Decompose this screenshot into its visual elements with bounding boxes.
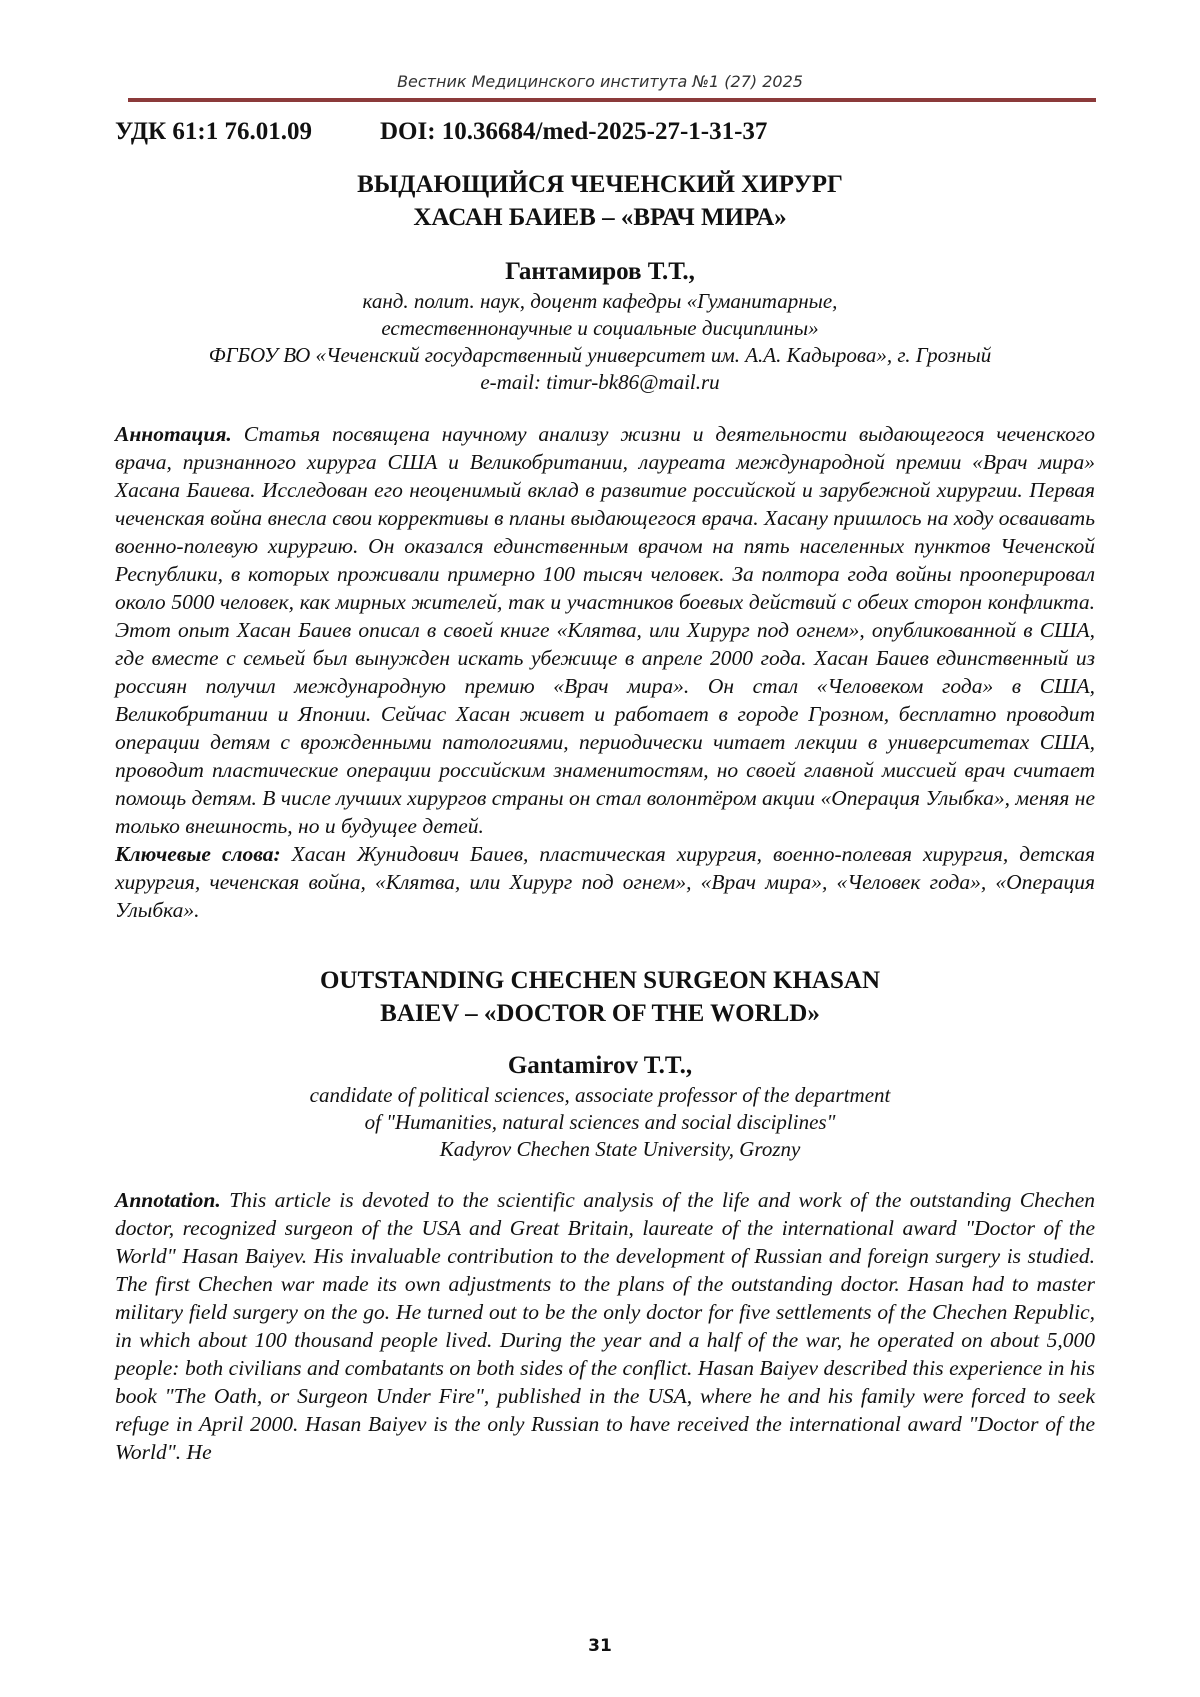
ru-affiliation — [0, 288, 1200, 396]
ru-abstract-label: Аннотация. — [115, 422, 232, 446]
en-title-line: BAIEV – «DOCTOR OF THE WORLD» — [0, 997, 1200, 1030]
en-affiliation-line: candidate of political sciences, associate professor of the department — [0, 1082, 1200, 1109]
en-abstract-label: Annotation. — [115, 1188, 221, 1212]
ru-affiliation-line: ФГБОУ ВО «Чеченский государственный университет им. А.А. Кадырова», г. Грозный — [0, 342, 1200, 369]
en-abstract — [115, 1186, 1095, 1466]
udk-code: УДК 61:1 76.01.09 — [115, 118, 312, 145]
ru-keywords-text: Хасан Жунидович Баиев, пластическая хирургия, военно-полевая хирургия, детская хирургия, чеченская война, «Клятва, или Хирург под огнем», «Врач мира», «Человек года», «Операция Улыбка». — [115, 842, 1095, 922]
ru-title — [0, 168, 1200, 234]
en-abstract-text: This article is devoted to the scientific analysis of the life and work of the outstanding Chechen doctor, recognized surgeon of the USA and Great Britain, laureate of the international award "Doctor of the World" Hasan Baiyev. His invaluable contribution to the development of Russian and foreign surgery is studied. The first Chechen war made its own adjustments to the plans of the outstanding doctor. Hasan had to master military field surgery on the go. He turned out to be the only doctor for five settlements of the Chechen Republic, in which about 100 thousand people lived. During the year and a half of the war, he operated on about 5,000 people: both civilians and combatants on both sides of the conflict. Hasan Baiyev described this experience in his book "The Oath, or Surgeon Under Fire", published in the USA, where he and his family were forced to seek refuge in April 2000. Hasan Baiyev is the only Russian to have received the international award "Doctor of the World". He — [115, 1188, 1095, 1464]
en-affiliation-line: Kadyrov Chechen State University, Grozny — [0, 1136, 1200, 1163]
article-identifiers — [115, 118, 1095, 146]
ru-abstract-text: Статья посвящена научному анализу жизни и деятельности выдающегося чеченского врача, признанного хирурга США и Великобритании, лауреата международной премии «Врач мира» Хасана Баиева. Исследован его неоценимый вклад в развитие российской и зарубежной хирургии. Первая чеченская война внесла свои коррективы в планы выдающегося врача. Хасану пришлось на ходу осваивать военно-полевую хирургию. Он оказался единственным врачом на пять населенных пунктов Чеченской Республики, в которых проживали примерно 100 тысяч человек. За полтора года войны прооперировал около 5000 человек, как мирных жителей, так и участников боевых действий с обеих сторон конфликта. Этот опыт Хасан Баиев описал в своей книге «Клятва, или Хирург под огнем», опубликованной в США, где вместе с семьей был вынужден искать убежище в апреле 2000 года. Хасан Баиев единственный из россиян получил международную премию «Врач мира». Он стал «Человеком года» в США, Великобритании и Японии. Сейчас Хасан живет и работает в городе Грозном, бесплатно проводит операции детям с врожденными патологиями, периодически читает лекции в университетах США, проводит пластические операции российским знаменитостям, но своей главной миссией врач считает помощь детям. В числе лучших хирургов страны он стал волонтёром акции «Операция Улыбка», меняя не только внешность, но и будущее детей. — [115, 422, 1095, 838]
ru-title-line: ХАСАН БАИЕВ – «ВРАЧ МИРА» — [0, 201, 1200, 234]
page-number: 31 — [0, 1636, 1200, 1656]
ru-keywords-label: Ключевые слова: — [115, 842, 281, 866]
ru-email[interactable]: e-mail: timur-bk86@mail.ru — [0, 369, 1200, 396]
header-rule — [128, 98, 1096, 102]
en-title — [0, 964, 1200, 1030]
ru-affiliation-line: канд. полит. наук, доцент кафедры «Гуманитарные, — [0, 288, 1200, 315]
ru-abstract — [115, 420, 1095, 924]
doi[interactable]: DOI: 10.36684/med-2025-27-1-31-37 — [380, 118, 767, 145]
en-affiliation-line: of "Humanities, natural sciences and social disciplines" — [0, 1109, 1200, 1136]
en-affiliation — [0, 1082, 1200, 1163]
running-head: Вестник Медицинского института №1 (27) 2025 — [0, 72, 1200, 91]
ru-affiliation-line: естественнонаучные и социальные дисциплины» — [0, 315, 1200, 342]
en-title-line: OUTSTANDING CHECHEN SURGEON KHASAN — [0, 964, 1200, 997]
en-author: Gantamirov T.T., — [0, 1052, 1200, 1080]
ru-title-line: ВЫДАЮЩИЙСЯ ЧЕЧЕНСКИЙ ХИРУРГ — [0, 168, 1200, 201]
ru-author: Гантамиров Т.Т., — [0, 258, 1200, 286]
journal-page — [0, 0, 1200, 1697]
